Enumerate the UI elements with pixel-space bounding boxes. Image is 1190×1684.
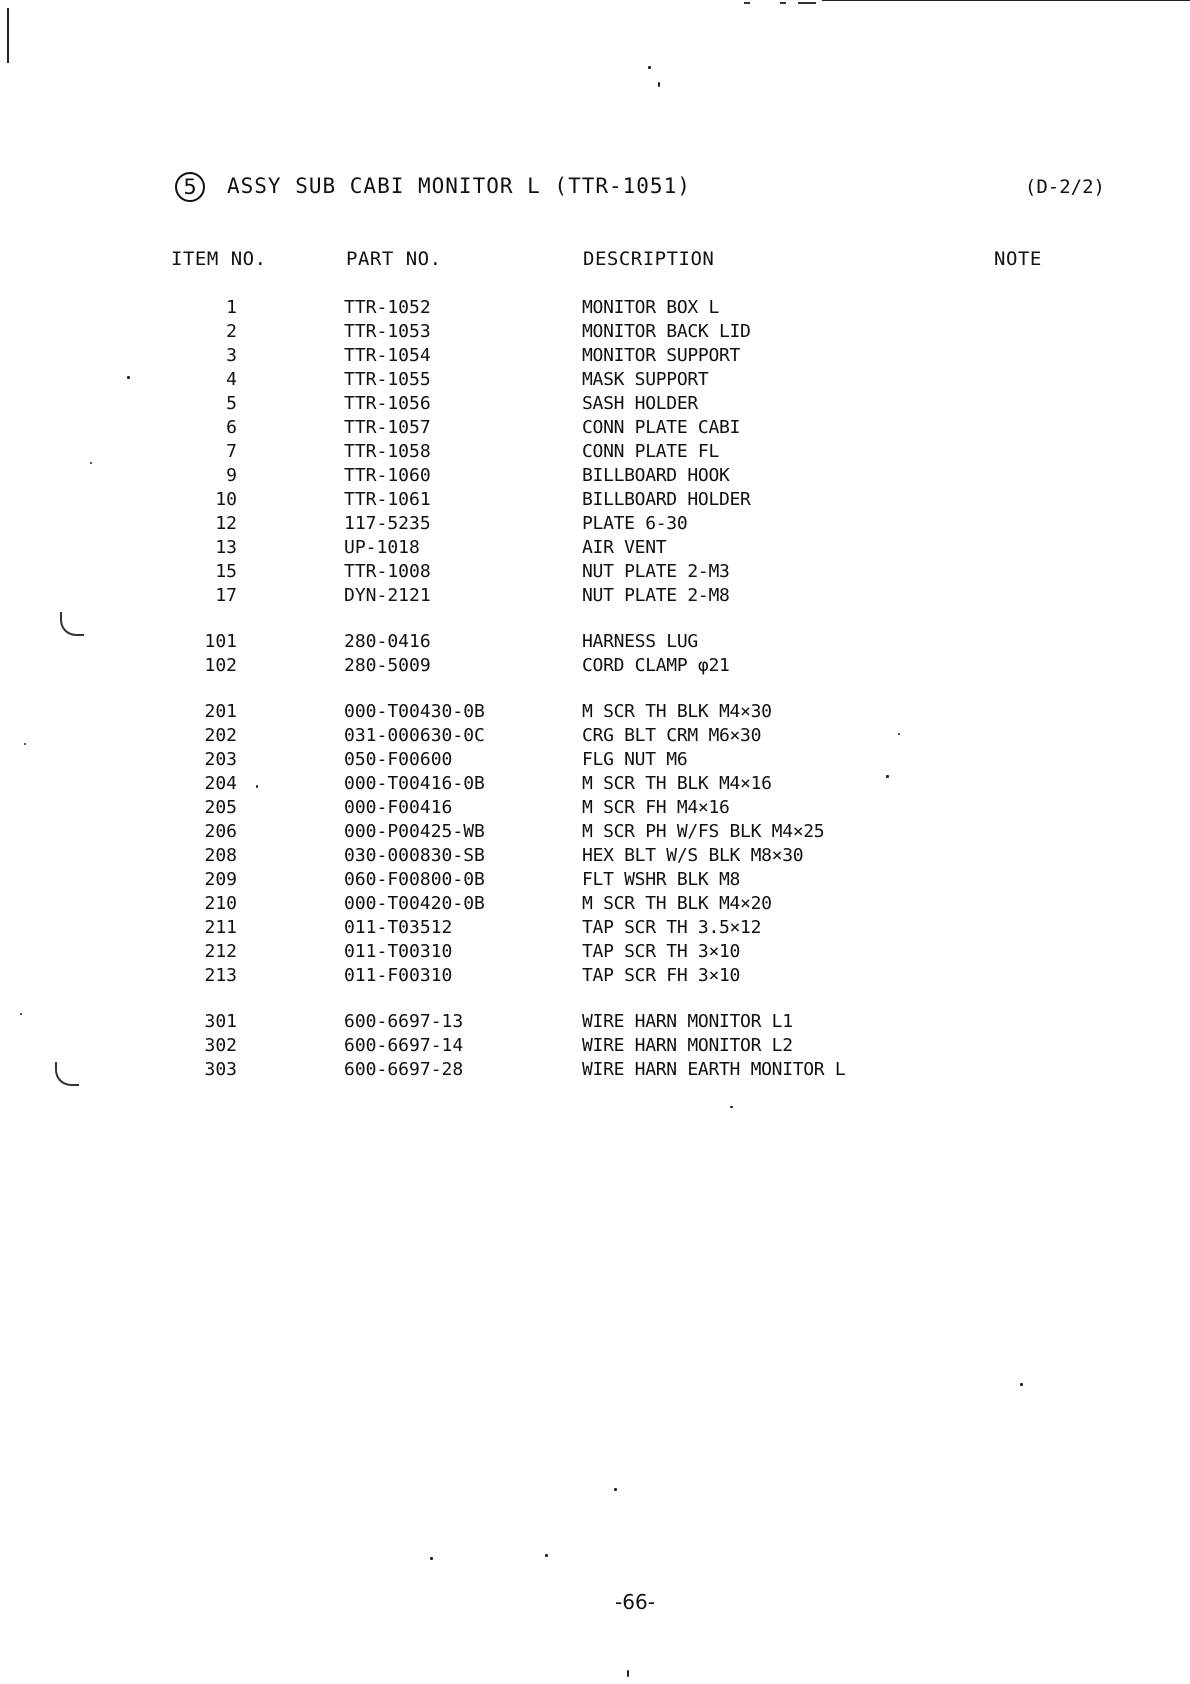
item-number: 210	[204, 893, 237, 914]
part-description: BILLBOARD HOOK	[582, 465, 730, 486]
table-row	[0, 368, 1190, 392]
scan-speck	[1020, 1383, 1023, 1386]
table-row	[0, 584, 1190, 608]
part-description: M SCR TH BLK M4×16	[582, 773, 772, 794]
part-number: DYN-2121	[344, 585, 431, 606]
part-description: TAP SCR TH 3×10	[582, 941, 741, 962]
table-row	[0, 512, 1190, 536]
part-number: 011-F00310	[344, 965, 453, 986]
part-number: 117-5235	[344, 513, 431, 534]
item-number: 208	[204, 845, 237, 866]
table-row	[0, 1058, 1190, 1082]
part-description: MASK SUPPORT	[582, 369, 709, 390]
scan-dash	[798, 2, 816, 4]
item-number: 3	[226, 345, 237, 366]
part-number: TTR-1008	[344, 561, 431, 582]
part-description: M SCR TH BLK M4×30	[582, 701, 772, 722]
item-number: 12	[215, 513, 237, 534]
part-number: TTR-1052	[344, 297, 431, 318]
part-description: M SCR PH W/FS BLK M4×25	[582, 821, 825, 842]
part-number: TTR-1053	[344, 321, 431, 342]
part-number: 050-F00600	[344, 749, 453, 770]
part-number: 060-F00800-0B	[344, 869, 485, 890]
table-row	[0, 560, 1190, 584]
part-description: MONITOR BOX L	[582, 297, 719, 318]
part-number: 280-0416	[344, 631, 431, 652]
part-description: FLT WSHR BLK M8	[582, 869, 741, 890]
table-row	[0, 700, 1190, 724]
item-number: 209	[204, 869, 237, 890]
item-number: 17	[215, 585, 237, 606]
scan-speck	[627, 1670, 629, 1677]
part-number: TTR-1056	[344, 393, 431, 414]
table-row	[0, 748, 1190, 772]
table-row	[0, 416, 1190, 440]
assembly-title-row	[175, 172, 1105, 206]
part-description: CORD CLAMP φ21	[582, 655, 730, 676]
table-row	[0, 488, 1190, 512]
table-row	[0, 892, 1190, 916]
part-number: UP-1018	[344, 537, 420, 558]
part-description: NUT PLATE 2-M8	[582, 585, 730, 606]
table-row	[0, 964, 1190, 988]
item-number: 15	[215, 561, 237, 582]
item-number: 303	[204, 1059, 237, 1080]
part-number: TTR-1060	[344, 465, 431, 486]
part-description: TAP SCR FH 3×10	[582, 965, 741, 986]
table-row	[0, 844, 1190, 868]
table-row	[0, 320, 1190, 344]
item-number: 5	[226, 393, 237, 414]
part-number: 000-P00425-WB	[344, 821, 485, 842]
part-description: CONN PLATE CABI	[582, 417, 741, 438]
item-number: 212	[204, 941, 237, 962]
part-number: 600-6697-28	[344, 1059, 464, 1080]
table-row	[0, 536, 1190, 560]
part-number: TTR-1055	[344, 369, 431, 390]
table-row	[0, 392, 1190, 416]
part-number: 030-000830-SB	[344, 845, 485, 866]
item-number: 2	[226, 321, 237, 342]
part-number: 000-T00430-0B	[344, 701, 485, 722]
part-description: CONN PLATE FL	[582, 441, 719, 462]
part-description: MONITOR BACK LID	[582, 321, 751, 342]
item-number: 205	[204, 797, 237, 818]
part-description: MONITOR SUPPORT	[582, 345, 741, 366]
scan-left-rule	[7, 8, 9, 63]
assembly-title: ASSY SUB CABI MONITOR L (TTR-1051)	[227, 174, 691, 198]
part-description: BILLBOARD HOLDER	[582, 489, 751, 510]
part-description: WIRE HARN MONITOR L2	[582, 1035, 793, 1056]
item-number: 201	[204, 701, 237, 722]
part-description: SASH HOLDER	[582, 393, 698, 414]
part-description: NUT PLATE 2-M3	[582, 561, 730, 582]
scan-speck	[648, 66, 651, 69]
part-number: TTR-1058	[344, 441, 431, 462]
table-row	[0, 296, 1190, 320]
part-number: 280-5009	[344, 655, 431, 676]
item-number: 301	[204, 1011, 237, 1032]
item-number: 13	[215, 537, 237, 558]
table-row	[0, 440, 1190, 464]
item-number: 202	[204, 725, 237, 746]
scan-speck	[614, 1488, 617, 1491]
scan-dash	[780, 2, 786, 4]
item-number: 203	[204, 749, 237, 770]
part-description: HARNESS LUG	[582, 631, 698, 652]
table-row	[0, 868, 1190, 892]
page-number: -66-	[615, 1590, 655, 1614]
item-number: 204	[204, 773, 237, 794]
part-description: FLG NUT M6	[582, 749, 688, 770]
part-number: 031-000630-0C	[344, 725, 485, 746]
scan-dash	[744, 2, 750, 4]
part-number: 000-F00416	[344, 797, 453, 818]
part-description: WIRE HARN EARTH MONITOR L	[582, 1059, 846, 1080]
scan-speck	[430, 1557, 433, 1560]
header-item-no: ITEM NO.	[171, 248, 267, 270]
part-description: HEX BLT W/S BLK M8×30	[582, 845, 804, 866]
table-row	[0, 464, 1190, 488]
item-number: 4	[226, 369, 237, 390]
header-note: NOTE	[994, 248, 1042, 270]
part-number: 011-T03512	[344, 917, 453, 938]
part-number: 600-6697-14	[344, 1035, 464, 1056]
table-row	[0, 1010, 1190, 1034]
table-row	[0, 654, 1190, 678]
scan-speck	[730, 1106, 733, 1108]
table-row	[0, 1034, 1190, 1058]
table-row	[0, 796, 1190, 820]
part-description: AIR VENT	[582, 537, 667, 558]
item-number: 213	[204, 965, 237, 986]
part-description: TAP SCR TH 3.5×12	[582, 917, 762, 938]
item-number: 206	[204, 821, 237, 842]
table-row	[0, 724, 1190, 748]
part-number: TTR-1061	[344, 489, 431, 510]
item-number: 6	[226, 417, 237, 438]
table-row	[0, 772, 1190, 796]
item-number: 1	[226, 297, 237, 318]
table-row	[0, 916, 1190, 940]
part-number: 000-T00416-0B	[344, 773, 485, 794]
part-description: M SCR TH BLK M4×20	[582, 893, 772, 914]
item-number: 7	[226, 441, 237, 462]
header-description: DESCRIPTION	[583, 248, 715, 270]
table-row	[0, 344, 1190, 368]
assembly-number-circle: 5	[175, 172, 205, 202]
part-description: CRG BLT CRM M6×30	[582, 725, 762, 746]
page-reference: (D-2/2)	[1024, 176, 1105, 198]
table-row	[0, 940, 1190, 964]
header-part-no: PART NO.	[346, 248, 442, 270]
part-number: TTR-1054	[344, 345, 431, 366]
item-number: 10	[215, 489, 237, 510]
scan-top-rule	[822, 0, 1190, 1]
item-number: 101	[204, 631, 237, 652]
scan-speck	[545, 1554, 548, 1557]
item-number: 9	[226, 465, 237, 486]
part-number: 600-6697-13	[344, 1011, 464, 1032]
item-number: 211	[204, 917, 237, 938]
part-number: 011-T00310	[344, 941, 453, 962]
table-row	[0, 820, 1190, 844]
part-description: M SCR FH M4×16	[582, 797, 730, 818]
part-number: 000-T00420-0B	[344, 893, 485, 914]
scan-speck	[658, 82, 660, 87]
part-number: TTR-1057	[344, 417, 431, 438]
item-number: 102	[204, 655, 237, 676]
part-description: WIRE HARN MONITOR L1	[582, 1011, 793, 1032]
table-row	[0, 630, 1190, 654]
item-number: 302	[204, 1035, 237, 1056]
part-description: PLATE 6-30	[582, 513, 688, 534]
